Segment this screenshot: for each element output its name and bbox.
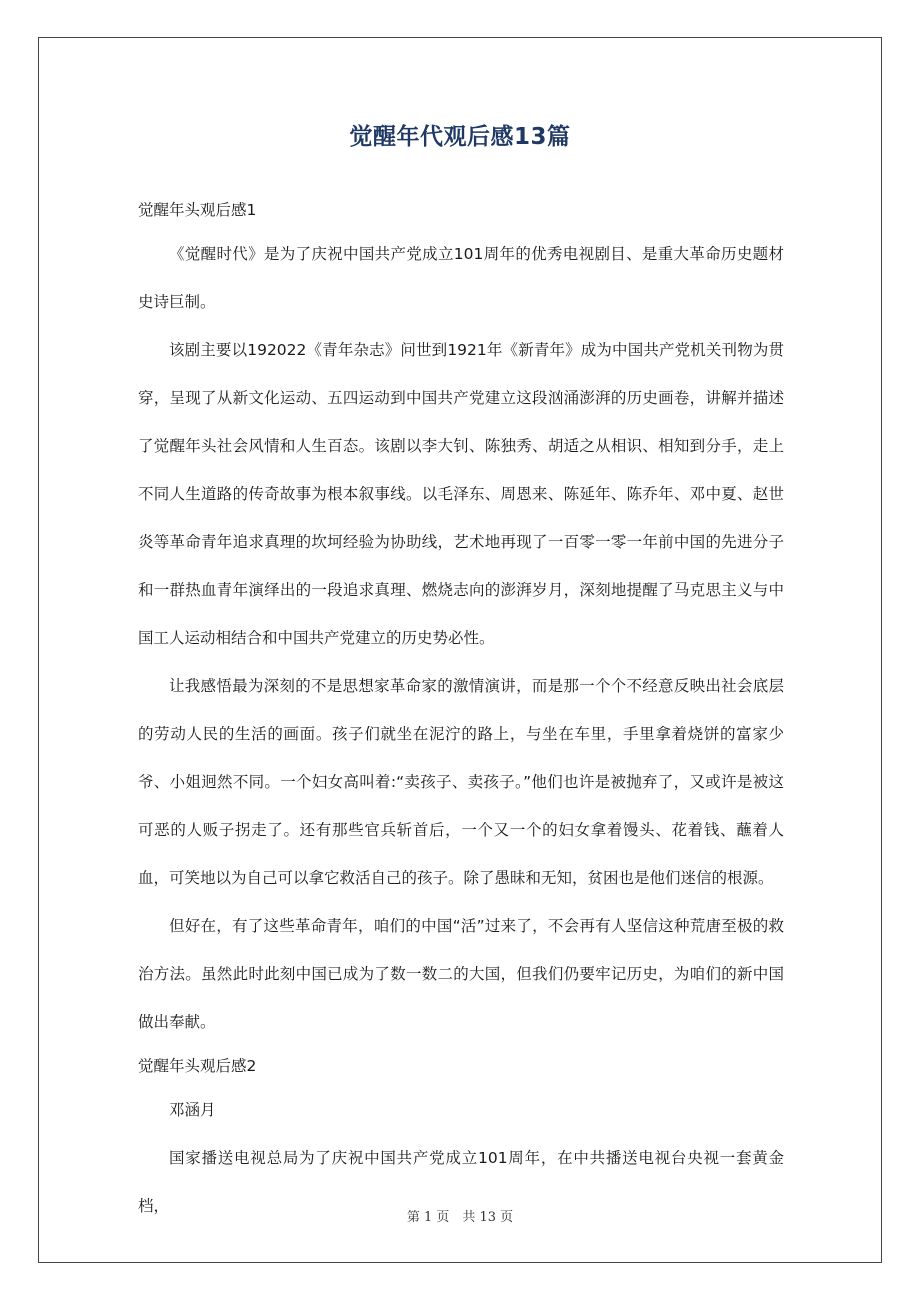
paragraph: 但好在，有了这些革命青年，咱们的中国“活”过来了，不会再有人坚信这种荒唐至极的救治方法。虽然此时此刻中国已成为了数一数二的大国，但我们仍要牢记历史，为咱们的新中国做出奉献。 <box>138 917 784 1031</box>
author-name: 邓涵月 <box>169 1101 216 1119</box>
page-footer: 第 1 页 共 13 页 <box>406 1210 514 1225</box>
section-heading: 觉醒年头观后感1 <box>138 201 257 219</box>
document-title: 觉醒年代观后感13篇 <box>349 124 571 150</box>
section-heading: 觉醒年头观后感2 <box>138 1057 257 1075</box>
paragraph: 该剧主要以192022《青年杂志》问世到1921年《新青年》成为中国共产党机关刊物为贯穿，呈现了从新文化运动、五四运动到中国共产党建立这段汹涌澎湃的历史画卷，讲解并描述了觉醒年头社会风情和人生百态。该剧以李大钊、陈独秀、胡适之从相识、相知到分手，走上不同人生道路的传奇故事为根本叙事线。以毛泽东、周恩来、陈延年、陈乔年、邓中夏、赵世炎等革命青年追求真理的坎坷经验为协助线，艺术地再现了一百零一零一年前中国的先进分子和一群热血青年演绎出的一段追求真理、燃烧志向的澎湃岁月，深刻地提醒了马克思主义与中国工人运动相结合和中国共产党建立的历史势必性。 <box>138 341 784 647</box>
document-body <box>138 190 784 1230</box>
paragraph: 《觉醒时代》是为了庆祝中国共产党成立101周年的优秀电视剧目、是重大革命历史题材史诗巨制。 <box>138 245 784 311</box>
paragraph: 国家播送电视总局为了庆祝中国共产党成立101周年，在中共播送电视台央视一套黄金档， <box>138 1149 784 1215</box>
paragraph: 让我感悟最为深刻的不是思想家革命家的激情演讲，而是那一个个不经意反映出社会底层的劳动人民的生活的画面。孩子们就坐在泥泞的路上，与坐在车里，手里拿着烧饼的富家少爷、小姐迥然不同。一个妇女高叫着:“卖孩子、卖孩子。”他们也许是被抛弃了，又或许是被这可恶的人贩子拐走了。还有那些官兵斩首后，一个又一个的妇女拿着馒头、花着钱、蘸着人血，可笑地以为自己可以拿它救活自己的孩子。除了愚昧和无知，贫困也是他们迷信的根源。 <box>138 677 784 887</box>
